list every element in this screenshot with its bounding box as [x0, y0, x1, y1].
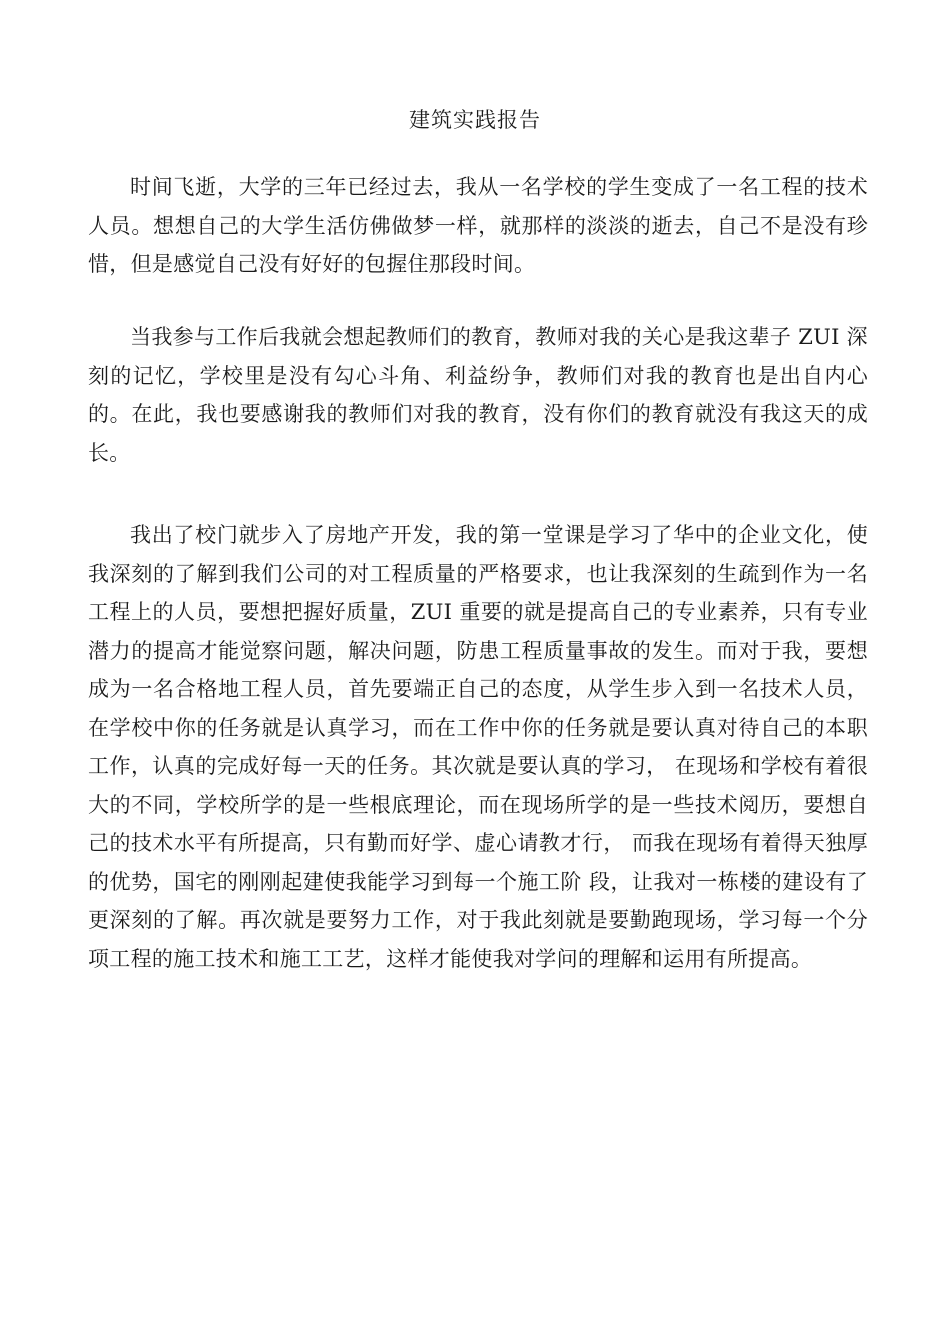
paragraph-1: 时间飞逝，大学的三年已经过去，我从一名学校的学生变成了一名工程的技术人员。想想自己的大学生活仿佛做梦一样，就那样的淡淡的逝去，自己不是没有珍惜，但是感觉自己没有好好的包握住那段时间。: [88, 175, 868, 276]
paragraph-2: 当我参与工作后我就会想起教师们的教育，教师对我的关心是我这辈子 ZUI 深刻的记忆，学校里是没有勾心斗角、利益纷争，教师们对我的教育也是出自内心的。在此，我也要感谢我的教师们对我的教育，没有你们的教育就没有我这天的成长。: [88, 325, 868, 465]
paragraph-3: 我出了校门就步入了房地产开发，我的第一堂课是学习了华中的企业文化，使我深刻的了解到我们公司的对工程质量的严格要求，也让我深刻的生疏到作为一名工程上的人员，要想把握好质量，ZUI 重要的就是提高自己的专业素养，只有专业潜力的提高才能觉察问题，解决问题，防患工程质量事故的发生。而对于我，要想成为一名合格地工程人员，首先要端正自己的态度，从学生步入到一名技术人员，在学校中你的任务就是认真学习，而在工作中你的任务就是要认真对待自己的本职工作，认真的完成好每一天的任务。其次就是要认真的学习， 在现场和学校有着很大的不同，学校所学的是一些根底理论，而在现场所学的是一些技术阅历，要想自己的技术水平有所提高，只有勤而好学、虚心请教才行， 而我在现场有着得天独厚的优势，国宅的刚刚起建使我能学习到每一个施工阶 段，让我对一栋楼的建设有了更深刻的了解。再次就是要努力工作，对于我此刻就是要勤跑现场，学习每一个分项工程的施工技术和施工工艺，这样才能使我对学问的理解和运用有所提高。: [88, 523, 868, 971]
document-title: 建筑实践报告: [409, 108, 541, 132]
